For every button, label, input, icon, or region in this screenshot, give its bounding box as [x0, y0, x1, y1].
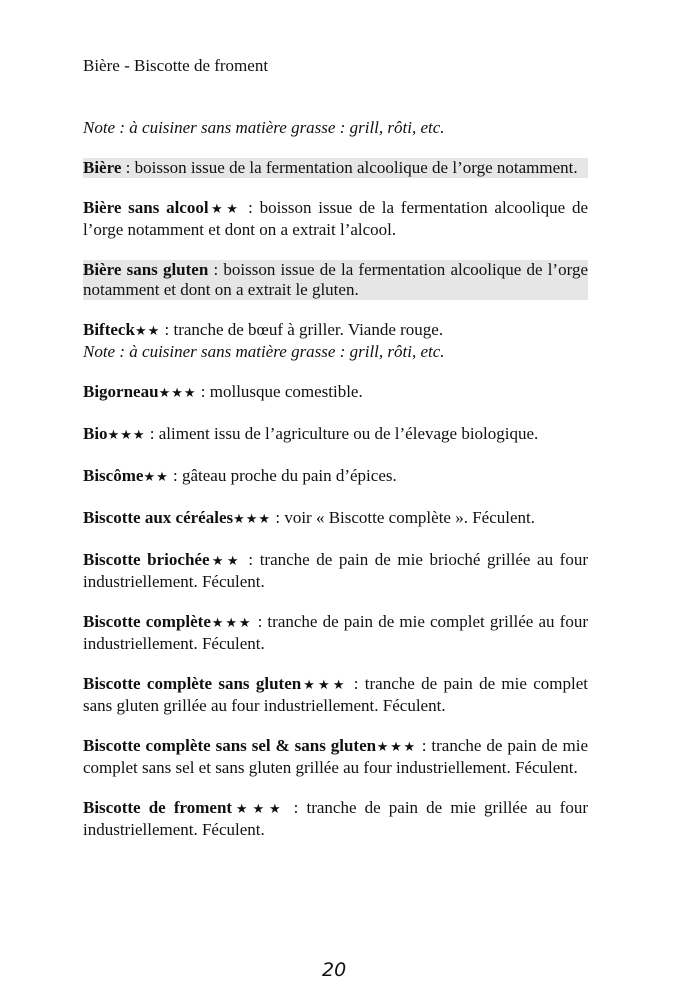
dictionary-entry: [83, 736, 588, 778]
page-number: 20: [322, 959, 347, 981]
entry-definition: : voir « Biscotte complète ». Féculent.: [271, 508, 536, 527]
top-note: Note : à cuisiner sans matière grasse : grill, rôti, etc.: [83, 118, 445, 137]
entry-definition: : tranche de pain de mie brioché grillée au four industriellement. Féculent.: [83, 550, 589, 591]
entry-definition: : boisson issue de la fermentation alcoolique de l’orge notamment.: [121, 158, 578, 177]
dictionary-entry: [83, 198, 588, 240]
entry-term: Biscotte complète sans sel & sans gluten: [83, 736, 377, 755]
entry-definition: : tranche de pain de mie grillée au four industriellement. Féculent.: [83, 798, 588, 839]
dictionary-entry: [83, 260, 588, 300]
entry-note: Note : à cuisiner sans matière grasse : grill, rôti, etc.: [83, 342, 445, 361]
entry-definition: : boisson issue de la fermentation alcoolique de l’orge notamment et dont on a extrait l’alcool.: [83, 198, 588, 239]
entry-definition: : tranche de pain de mie complet sans gluten grillée au four industriellement. Féculent.: [83, 674, 588, 715]
entry-term: Bière: [83, 158, 122, 177]
entry-term: Biscotte complète: [83, 612, 211, 631]
dictionary-entry: [83, 466, 588, 488]
entry-list: [83, 158, 588, 860]
star-rating-icon: ★★★: [210, 616, 253, 631]
entry-term: Biscotte complète sans gluten: [83, 674, 302, 693]
dictionary-entry: [83, 508, 588, 530]
entry-term: Bio: [83, 424, 108, 443]
entry-term: Biscotte de froment: [83, 798, 233, 817]
dictionary-entry: [83, 320, 588, 362]
entry-term: Bière sans gluten: [83, 260, 209, 279]
star-rating-icon: ★★★: [232, 802, 286, 817]
entry-term: Bière sans alcool: [83, 198, 209, 217]
star-rating-icon: ★★★: [376, 740, 417, 755]
dictionary-entry: [83, 424, 588, 446]
dictionary-entry: [83, 798, 588, 840]
star-rating-icon: ★★: [143, 470, 169, 485]
running-head: Bière - Biscotte de froment: [83, 56, 269, 75]
entry-term: Bifteck: [83, 320, 135, 339]
entry-definition: : tranche de pain de mie complet sans sel et sans gluten grillée au four industriellement. Féculent.: [83, 736, 588, 777]
entry-definition: : boisson issue de la fermentation alcoolique de l’orge notamment et dont on a extrait le gluten.: [83, 260, 588, 299]
entry-term: Biscotte briochée: [83, 550, 210, 569]
dictionary-entry: [83, 550, 588, 592]
entry-definition: : tranche de pain de mie complet grillée au four industriellement. Féculent.: [83, 612, 588, 653]
star-rating-icon: ★★: [209, 554, 242, 569]
star-rating-icon: ★★: [208, 202, 242, 217]
star-rating-icon: ★★★: [301, 678, 348, 693]
dictionary-entry: [83, 382, 588, 404]
entry-term: Bigorneau: [83, 382, 159, 401]
star-rating-icon: ★★★: [158, 386, 197, 401]
entry-definition: : mollusque comestible.: [196, 382, 363, 401]
entry-term: Biscôme: [83, 466, 144, 485]
entry-definition: : gâteau proche du pain d’épices.: [168, 466, 397, 485]
dictionary-entry: [83, 674, 588, 716]
entry-definition: : tranche de bœuf à griller. Viande rouge.: [160, 320, 444, 339]
entry-term: Biscotte aux céréales: [83, 508, 234, 527]
star-rating-icon: ★★★: [107, 428, 146, 443]
dictionary-entry: [83, 612, 588, 654]
entry-definition: : aliment issu de l’agriculture ou de l’élevage biologique.: [145, 424, 539, 443]
dictionary-entry: [83, 158, 588, 178]
star-rating-icon: ★★★: [233, 512, 272, 527]
star-rating-icon: ★★: [134, 324, 161, 339]
